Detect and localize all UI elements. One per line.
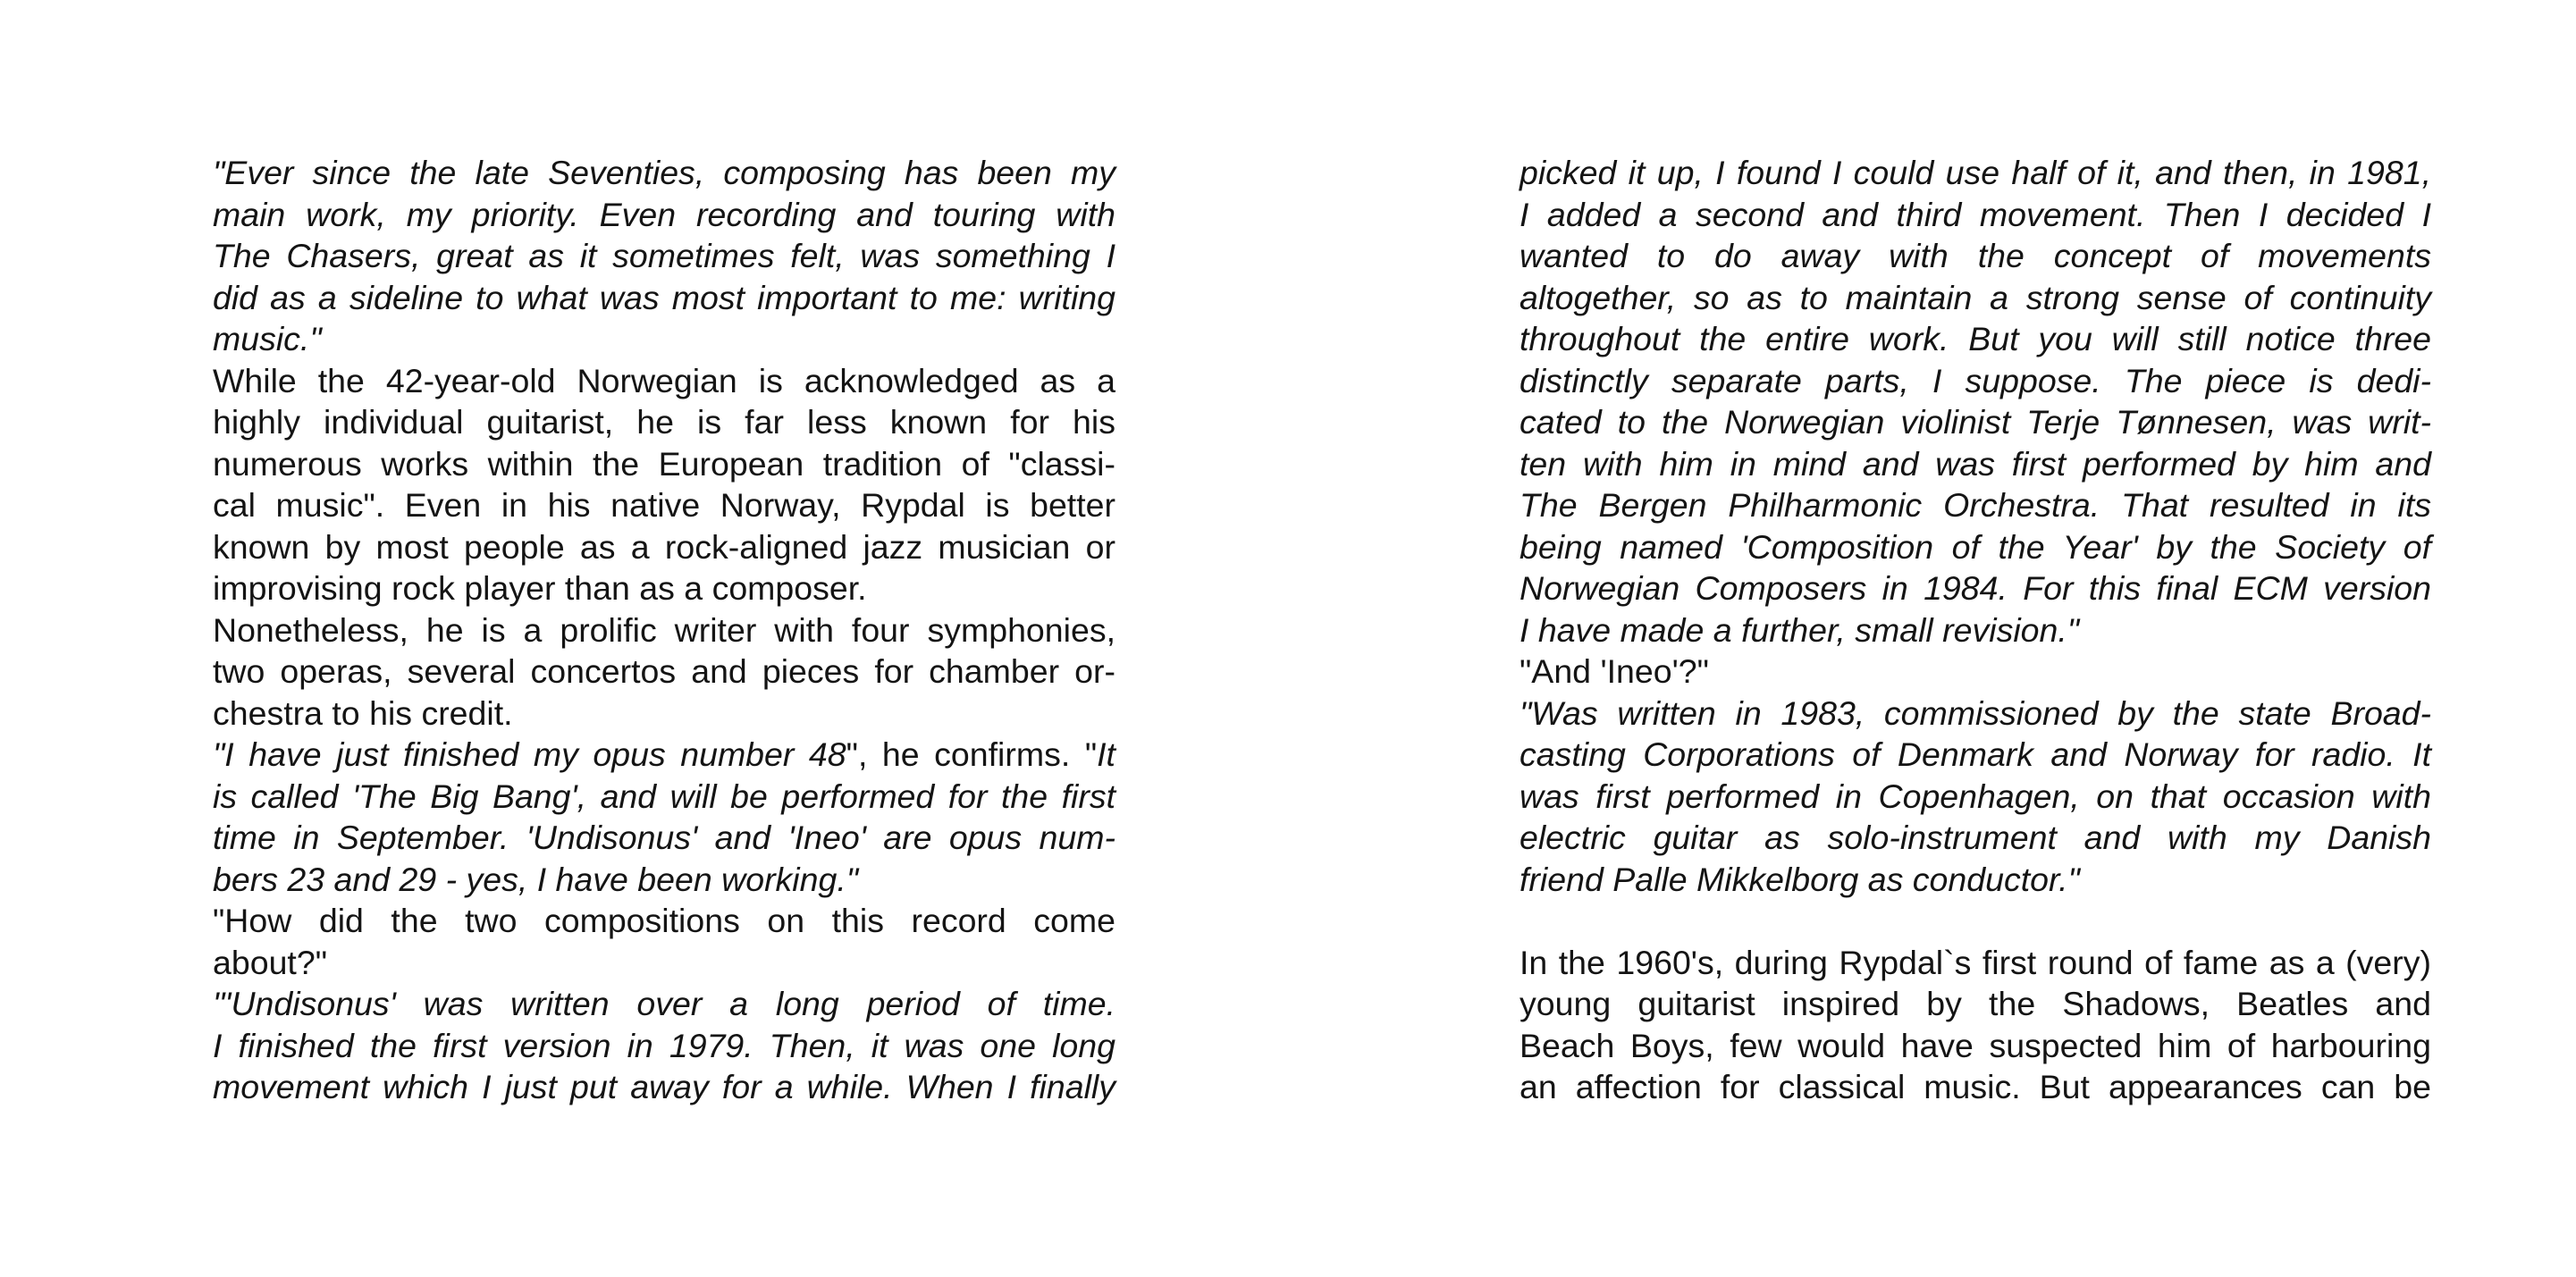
text-segment: In the 1960's, during Rypdal`s first round of fame as a (very) [1520,943,2431,981]
text-segment: It [1097,735,1115,773]
text-line [213,277,1115,319]
text-line [1520,401,2431,443]
paragraph-gap [1520,900,2431,942]
text-line [1520,734,2431,776]
text-line [213,401,1115,443]
text-segment: "I have just finished my opus number 48 [213,735,846,773]
text-line [213,360,1115,402]
text-segment: altogether, so as to maintain a strong sense of continuity [1520,278,2431,316]
text-segment: music." [213,320,322,357]
text-line [1520,567,2431,609]
text-line [213,609,1115,651]
text-line [1520,1025,2431,1067]
text-line [213,567,1115,609]
text-segment: was first performed in Copenhagen, on that occasion with [1520,777,2431,815]
text-segment: time in September. 'Undisonus' and 'Ineo' are opus num- [213,819,1115,856]
text-segment: ", he confirms. " [846,735,1098,773]
text-segment: "How did the two compositions on this record come [213,902,1115,939]
text-line [213,318,1115,360]
text-segment: an affection for classical music. But appearances can be [1520,1068,2431,1105]
text-line [1520,194,2431,236]
text-line [1520,277,2431,319]
text-line [213,526,1115,568]
text-segment: I have made a further, small revision." [1520,610,2080,649]
text-line [213,776,1115,818]
text-line [213,983,1115,1025]
text-line [213,651,1115,693]
text-segment: known by most people as a rock-aligned jazz musician or [213,527,1115,566]
text-segment: "Was written in 1983, commissioned by the state Broad- [1520,693,2431,732]
text-line [213,1066,1115,1108]
text-line [1520,651,2431,693]
text-segment: ten with him in mind and was first performed by him and [1520,444,2431,483]
text-line [1520,609,2431,651]
text-segment: friend Palle Mikkelborg as conductor." [1520,860,2080,898]
text-segment: The Chasers, great as it sometimes felt, was something I [213,237,1115,274]
text-segment: main work, my priority. Even recording and touring with [213,195,1115,233]
text-line [213,443,1115,485]
text-segment: electric guitar as solo-instrument and with my Danish [1520,819,2431,856]
text-segment: two operas, several concertos and pieces for chamber or- [213,652,1115,690]
text-segment: about?" [213,943,328,981]
text-segment: being named 'Composition of the Year' by the Society of [1520,527,2431,566]
text-line [213,152,1115,194]
text-segment: Nonetheless, he is a prolific writer with four symphonies, [213,610,1115,649]
text-line [213,1025,1115,1067]
text-line [1520,152,2431,194]
text-segment: "Ever since the late Seventies, composing has been my [213,154,1115,191]
text-line [1520,484,2431,526]
text-line [1520,776,2431,818]
text-segment: bers 23 and 29 - yes, I have been working." [213,860,859,898]
text-line [1520,235,2431,277]
text-segment: casting Corporations of Denmark and Norway for radio. It [1520,735,2431,773]
text-line [1520,360,2431,402]
text-segment: wanted to do away with the concept of movements [1520,237,2431,274]
text-segment: numerous works within the European tradition of "classi- [213,444,1115,483]
text-segment: chestra to his credit. [213,693,513,732]
text-segment: I finished the first version in 1979. Then, it was one long [213,1026,1115,1064]
text-line [213,859,1115,901]
text-line [213,194,1115,236]
text-line [213,484,1115,526]
text-line [1520,526,2431,568]
text-line [213,235,1115,277]
text-segment: I added a second and third movement. Then I decided I [1520,195,2431,233]
text-segment: Norwegian Composers in 1984. For this final ECM version [1520,569,2431,607]
text-segment: The Bergen Philharmonic Orchestra. That resulted in its [1520,486,2431,524]
text-segment: cal music". Even in his native Norway, Rypdal is better [213,486,1115,524]
text-segment: highly individual guitarist, he is far less known for his [213,403,1115,441]
text-line [213,900,1115,942]
text-segment: young guitarist inspired by the Shadows, Beatles and [1520,985,2431,1022]
right-page-text [1520,152,2431,1108]
text-line [1520,859,2431,901]
text-segment: Beach Boys, few would have suspected him of harbouring [1520,1026,2431,1064]
text-line [1520,693,2431,735]
text-line [213,942,1115,984]
text-line [1520,942,2431,984]
text-segment: While the 42-year-old Norwegian is acknowledged as a [213,361,1115,399]
text-segment: is called 'The Big Bang', and will be performed for the first [213,777,1115,815]
text-segment: improvising rock player than as a composer. [213,569,867,607]
text-segment: movement which I just put away for a while. When I finally [213,1068,1115,1105]
text-segment: "And 'Ineo'?" [1520,652,1709,690]
text-segment: picked it up, I found I could use half of it, and then, in 1981, [1520,154,2431,191]
text-line [213,734,1115,776]
text-line [1520,1066,2431,1108]
text-line [1520,983,2431,1025]
left-page-text [213,152,1115,1108]
text-segment: cated to the Norwegian violinist Terje Tønnesen, was writ- [1520,403,2431,441]
text-line [1520,318,2431,360]
text-line [1520,817,2431,859]
text-segment: "'Undisonus' was written over a long period of time. [213,985,1115,1022]
text-line [213,693,1115,735]
text-line [213,817,1115,859]
text-line [1520,443,2431,485]
text-segment: did as a sideline to what was most important to me: writing [213,278,1115,316]
text-segment: throughout the entire work. But you will still notice three [1520,320,2431,357]
text-segment: distinctly separate parts, I suppose. The piece is dedi- [1520,361,2431,399]
